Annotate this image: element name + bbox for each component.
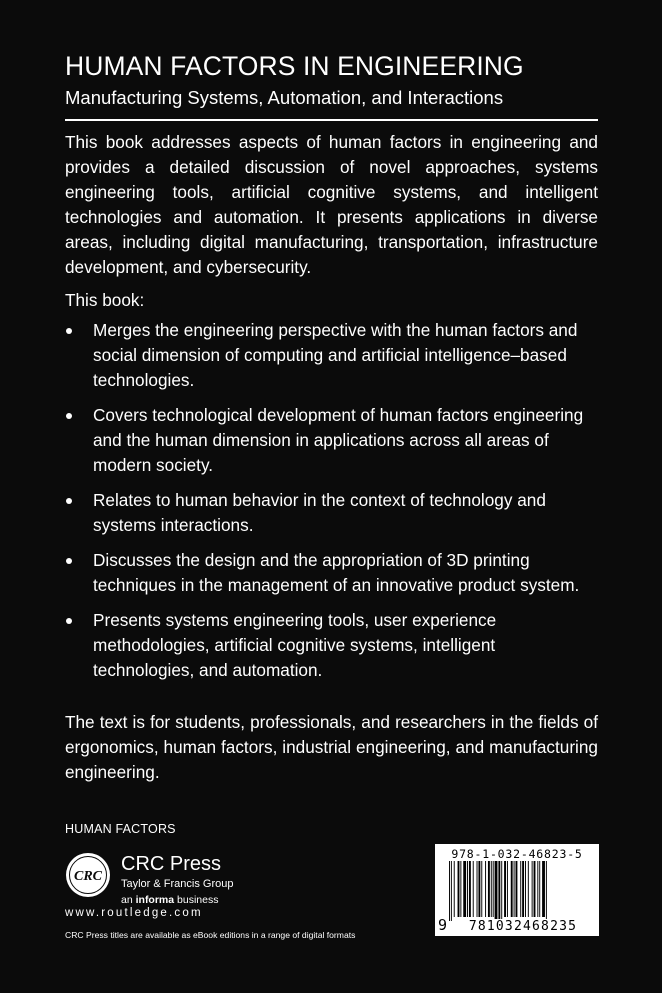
- series-label: HUMAN FACTORS: [65, 822, 176, 836]
- barcode-bar: [449, 861, 450, 921]
- barcode-bar: [534, 861, 536, 917]
- barcode-bars: [449, 861, 595, 921]
- list-lead: This book:: [65, 290, 145, 310]
- barcode-bar: [520, 861, 521, 917]
- barcode-bar: [498, 861, 500, 921]
- closing-paragraph: The text is for students, professionals, and researchers in the fields of ergonomics, human factors, industrial engineering, and manufacturing engineering.: [65, 712, 598, 782]
- barcode-bar: [528, 861, 529, 917]
- list-item: [65, 318, 598, 393]
- list-item-text: Discusses the design and the appropriation of 3D printing techniques in the management of an innovative product system.: [93, 550, 580, 595]
- informa-suffix: business: [174, 894, 219, 906]
- barcode-bar: [537, 861, 538, 917]
- barcode-bar: [532, 861, 533, 917]
- bullet-icon: [66, 498, 72, 504]
- informa-prefix: an: [121, 894, 136, 906]
- list-item: [65, 608, 598, 683]
- bullet-icon: [66, 413, 72, 419]
- isbn-number: 978-1-032-46823-5: [451, 847, 583, 861]
- barcode-bar: [458, 861, 460, 917]
- list-item-text: Merges the engineering perspective with the human factors and social dimension of computing and artificial intelligence–based technologies.: [93, 320, 578, 390]
- list-item: [65, 488, 598, 538]
- barcode-bar: [511, 861, 513, 917]
- barcode-bar: [488, 861, 490, 917]
- barcode-bar: [516, 861, 518, 917]
- barcode-bar: [451, 861, 452, 921]
- barcode-bar: [463, 861, 466, 917]
- barcode-bar: [477, 861, 478, 917]
- publisher-group: Taylor & Francis Group: [121, 878, 234, 890]
- informa-bold: informa: [135, 894, 175, 906]
- barcode-bar: [539, 861, 540, 917]
- barcode-bar: [501, 861, 502, 921]
- barcode-bar: [525, 861, 526, 917]
- barcode-digits: 781032468235: [453, 919, 593, 934]
- list-item-text: Presents systems engineering tools, user experience methodologies, artificial cognitive systems, intelligent technologies, and automation.: [93, 610, 497, 680]
- book-subtitle: Manufacturing Systems, Automation, and Interactions: [65, 87, 504, 108]
- publisher-informa: [121, 893, 218, 907]
- isbn-barcode: [435, 844, 599, 936]
- barcode-bar: [507, 861, 508, 917]
- list-item-text: Relates to human behavior in the context of technology and systems interactions.: [93, 490, 546, 535]
- list-item-text: Covers technological development of human factors engineering and the human dimension in applications across all areas of modern society.: [93, 405, 584, 475]
- list-item: [65, 548, 598, 598]
- bullet-icon: [66, 618, 72, 624]
- publisher-website: www.routledge.com: [65, 907, 203, 919]
- crc-logo-icon: [65, 852, 111, 898]
- barcode-bar: [481, 861, 482, 917]
- list-item: [65, 403, 598, 478]
- logo-text: CRC: [73, 869, 103, 884]
- barcode-bar: [454, 861, 455, 917]
- bullet-icon: [66, 558, 72, 564]
- barcode-bar: [473, 861, 474, 917]
- barcode-bar: [485, 861, 486, 917]
- title-divider: [65, 119, 598, 121]
- feature-list: [65, 318, 598, 693]
- barcode-bar: [495, 861, 498, 921]
- book-title: HUMAN FACTORS IN ENGINEERING: [65, 51, 524, 81]
- bullet-icon: [66, 328, 72, 334]
- publisher-name: CRC Press: [121, 853, 222, 875]
- barcode-bar: [514, 861, 515, 917]
- barcode-bar: [467, 861, 468, 917]
- barcode-bar: [542, 861, 545, 917]
- ebook-note: CRC Press titles are available as eBook editions in a range of digital formats: [65, 930, 356, 940]
- barcode-bar: [522, 861, 524, 917]
- barcode-first-digit: 9: [438, 916, 448, 934]
- barcode-bar: [478, 861, 480, 917]
- barcode-bar: [460, 861, 461, 917]
- barcode-bar: [504, 861, 506, 917]
- barcode-bar: [491, 861, 492, 917]
- intro-paragraph: This book addresses aspects of human factors in engineering and provides a detailed discussion of novel approaches, systems engineering tools, artificial cognitive systems, and intelligent technologies and automation. It presents applications in diverse areas, including digital manufacturing, transportation, infrastructure development, and cybersecurity.: [65, 132, 598, 277]
- barcode-bar: [493, 861, 494, 917]
- barcode-bar: [546, 861, 547, 921]
- barcode-bar: [469, 861, 471, 917]
